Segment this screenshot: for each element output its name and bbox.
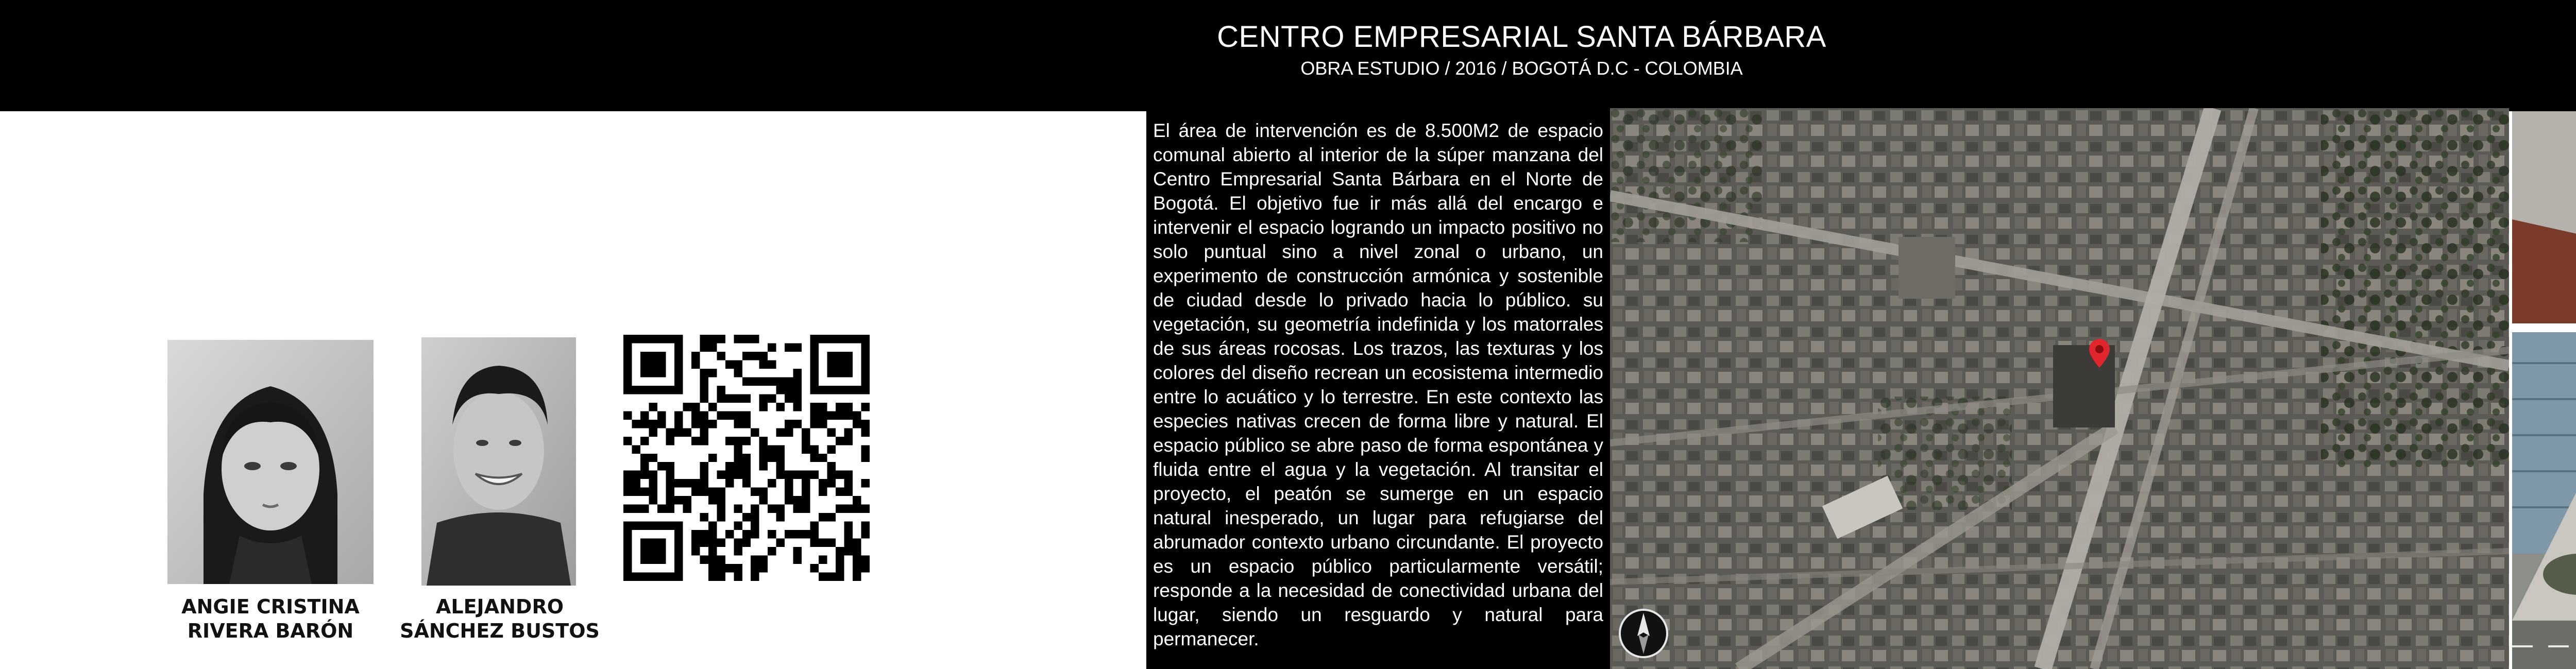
plaza-photo-bottom-graphic xyxy=(2512,332,2576,669)
plaza-photo-bottom xyxy=(2512,332,2576,669)
aerial-map-image xyxy=(1610,108,2509,669)
name-first: ANGIE CRISTINA xyxy=(181,595,360,618)
plaza-photo-top xyxy=(2512,111,2576,323)
name-angie xyxy=(155,595,386,643)
qr-code-graphic xyxy=(623,335,870,581)
compass-icon xyxy=(1618,608,1669,659)
name-alejandro xyxy=(384,595,616,643)
description-panel xyxy=(1146,111,1610,669)
page-subtitle: OBRA ESTUDIO / 2016 / BOGOTÁ D.C - COLOMBIA xyxy=(1300,58,1743,79)
page-title: CENTRO EMPRESARIAL SANTA BÁRBARA xyxy=(1217,20,1826,54)
map-pin-icon xyxy=(2089,339,2110,368)
portrait-angie xyxy=(167,340,374,584)
name-first: ALEJANDRO xyxy=(435,595,564,618)
name-last: SÁNCHEZ BUSTOS xyxy=(400,620,600,642)
header-bar xyxy=(0,0,2576,111)
description-text: El área de intervención es de 8.500M2 de espacio comunal abierto al interior de la súper manzana del Centro Empresarial Santa Bárbara en el Norte de Bogotá. El objetivo fue ir más allá del encargo e intervenir el espacio logrando un impacto positivo no solo puntual sino a nivel zonal o urbano, un experimento de construcción armónica y sostenible de ciudad desde lo privado hacia lo público. su vegetación, su geometría indefinida y los matorrales de sus áreas rocosas. Los trazos, las texturas y los colores del diseño recrean un ecosistema intermedio entre lo acuático y lo terrestre. En este contexto las especies nativas crecen de forma libre y natural. El espacio público se abre paso de forma espontánea y fluida entre el agua y la vegetación. Al transitar el proyecto, el peatón se sumerge en un espacio natural inesperado, un lugar para refugiarse del abrumador contexto urbano circundante. El proyecto es un espacio público particularmente versátil; responde a la necesidad de conectividad urbana del lugar, siendo un resguardo y natural para permanecer. xyxy=(1153,120,1603,649)
portrait-photo xyxy=(167,340,374,584)
portrait-alejandro xyxy=(421,337,576,586)
qr-code-icon[interactable] xyxy=(623,335,870,581)
name-last: RIVERA BARÓN xyxy=(187,620,354,642)
aerial-map-graphic xyxy=(1610,108,2509,669)
portrait-photo xyxy=(421,337,576,586)
plaza-photo-top-graphic xyxy=(2512,111,2576,323)
